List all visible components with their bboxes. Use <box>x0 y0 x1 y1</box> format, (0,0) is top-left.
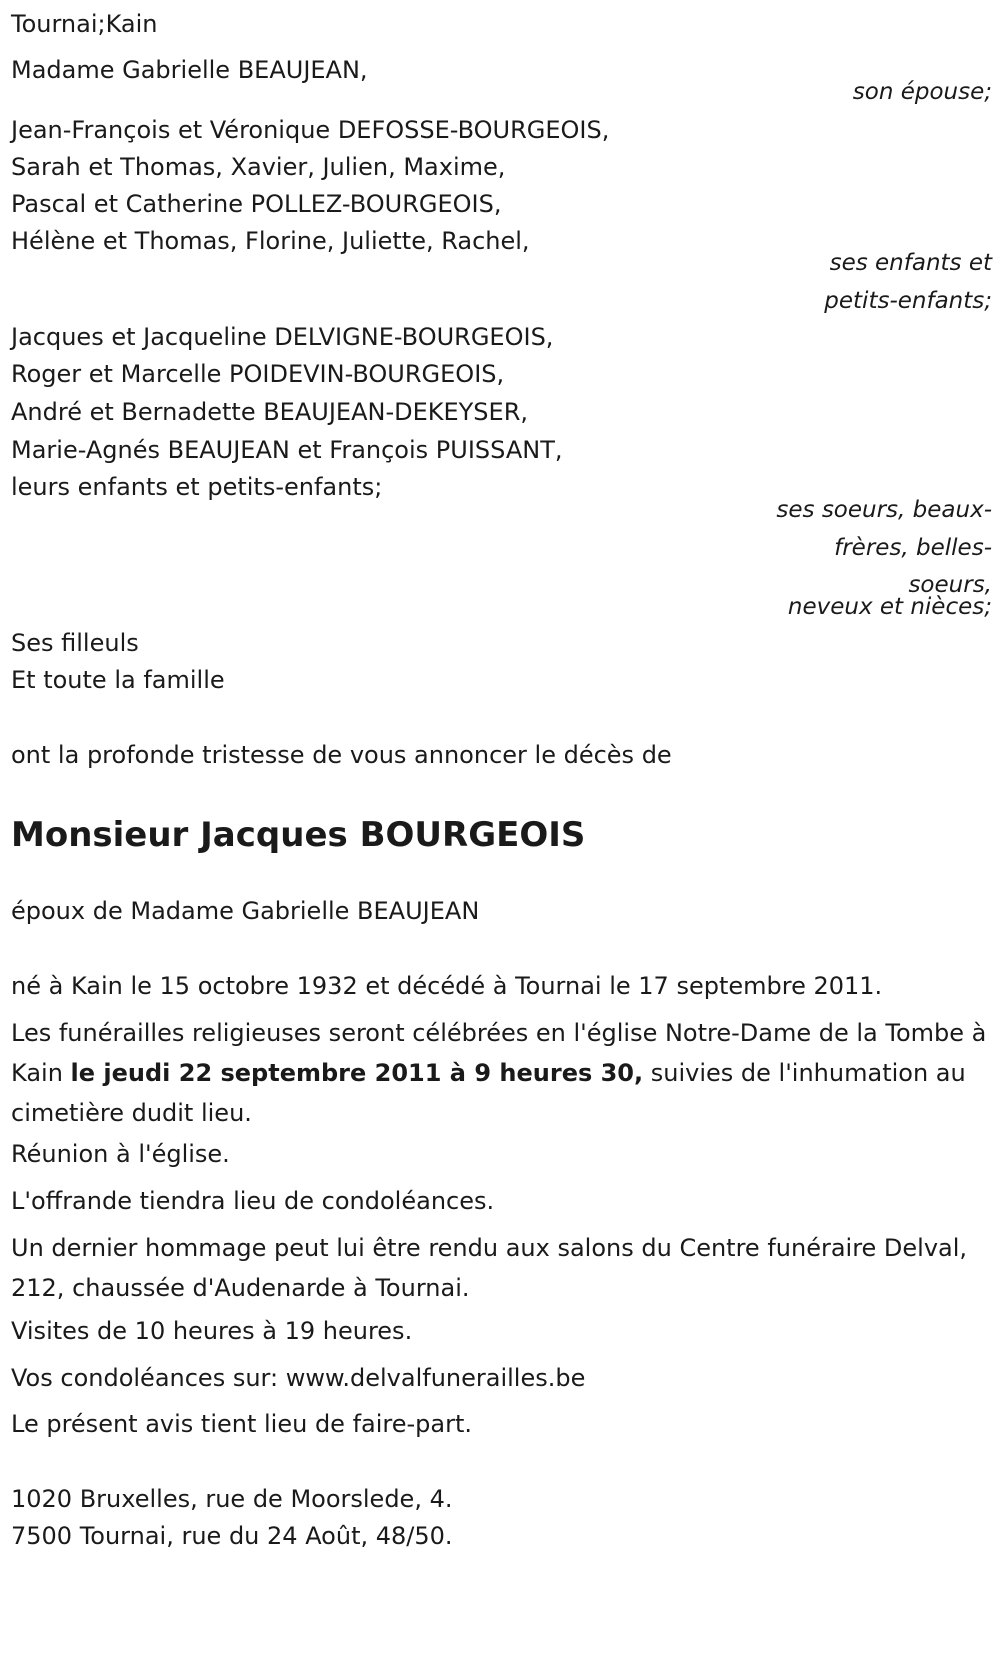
children-relation-line-1: ses enfants et <box>829 250 992 276</box>
siblings-relation-line-4: neveux et nièces; <box>787 594 992 620</box>
tribute-note: Un dernier hommage peut lui être rendu aux salons du Centre funéraire Delval, 212, chaussée d'Audenarde à Tournai. <box>11 1234 968 1302</box>
siblings-line-4: Marie-Agnés BEAUJEAN et François PUISSANT, <box>11 436 563 464</box>
funeral-date: le jeudi 22 septembre 2011 à 9 heures 30, <box>70 1059 644 1087</box>
children-line-1: Jean-François et Véronique DEFOSSE-BOURGEOIS, <box>11 116 610 144</box>
spouse-name: Madame Gabrielle BEAUJEAN, <box>11 56 368 84</box>
children-line-2: Sarah et Thomas, Xavier, Julien, Maxime, <box>11 153 506 181</box>
funeral-text-start: Les funérailles religieuses seront célébrées en l'église Notre-Dame de la Tombe à Kain <box>11 1019 987 1087</box>
visits-note: Visites de 10 heures à 19 heures. <box>11 1317 413 1345</box>
siblings-line-1: Jacques et Jacqueline DELVIGNE-BOURGEOIS, <box>11 323 554 351</box>
funeral-text-end: suivies de l'inhumation au cimetière dudit lieu. <box>11 1059 966 1127</box>
siblings-line-2: Roger et Marcelle POIDEVIN-BOURGEOIS, <box>11 360 505 388</box>
address-tournai: 7500 Tournai, rue du 24 Août, 48/50. <box>11 1522 453 1550</box>
address-brussels: 1020 Bruxelles, rue de Moorslede, 4. <box>11 1485 453 1513</box>
others-line-2: Et toute la famille <box>11 666 225 694</box>
others-line-1: Ses filleuls <box>11 629 139 657</box>
siblings-relation-line-3: soeurs, <box>908 572 992 598</box>
funeral-paragraph <box>11 1013 991 1133</box>
children-relation-line-2: petits-enfants; <box>824 288 992 314</box>
children-line-3: Pascal et Catherine POLLEZ-BOURGEOIS, <box>11 190 502 218</box>
announcement-text: ont la profonde tristesse de vous annoncer le décès de <box>11 741 672 769</box>
place-header: Tournai;Kain <box>11 10 158 38</box>
birth-death-line: né à Kain le 15 octobre 1932 et décédé à Tournai le 17 septembre 2011. <box>11 972 883 1000</box>
offering-note: L'offrande tiendra lieu de condoléances. <box>11 1187 495 1215</box>
faire-part-note: Le présent avis tient lieu de faire-part. <box>11 1410 473 1438</box>
deceased-spouse-line: époux de Madame Gabrielle BEAUJEAN <box>11 897 480 925</box>
meeting-note: Réunion à l'église. <box>11 1140 230 1168</box>
children-line-4: Hélène et Thomas, Florine, Juliette, Rachel, <box>11 227 530 255</box>
siblings-relation-line-2: frères, belles- <box>834 535 992 561</box>
siblings-line-5: leurs enfants et petits-enfants; <box>11 473 383 501</box>
obituary-notice <box>11 0 993 1675</box>
spouse-relation: son épouse; <box>852 79 992 105</box>
condolences-note: Vos condoléances sur: www.delvalfunerailles.be <box>11 1364 586 1392</box>
siblings-relation-line-1: ses soeurs, beaux- <box>776 497 992 523</box>
deceased-name: Monsieur Jacques BOURGEOIS <box>11 815 586 855</box>
siblings-line-3: André et Bernadette BEAUJEAN-DEKEYSER, <box>11 398 529 426</box>
